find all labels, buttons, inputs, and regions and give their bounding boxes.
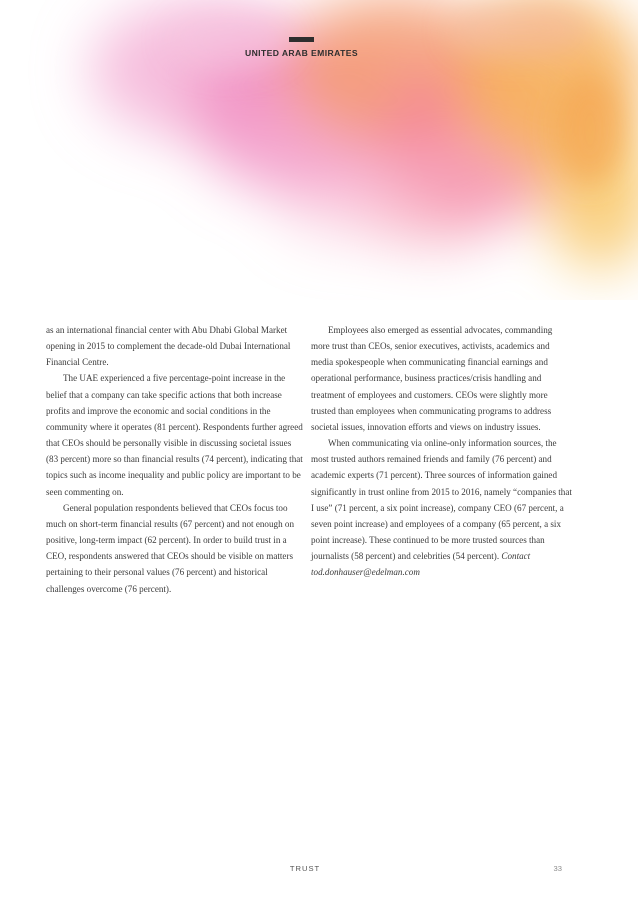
paragraph: General population respondents believed that CEOs focus too much on short-term financial results (67 percent) and not enough on positive, long-term impact (62 percent). In order to build trust in a CEO, respondents answered that CEOs should be visible on matters pertaining to their personal values (76 percent) and historical challenges overcome (76 percent). — [46, 502, 294, 594]
footer-label: TRUST — [289, 864, 321, 873]
paragraph: Employees also emerged as essential advocates, commanding more trust than CEOs, senior executives, activists, academics and media spokespeople when communicating financial earnings and operational performance, business practices/crisis handling and treatment of employees and customers. CEOs were slightly more trusted than employees when communicating programs to address societal issues, innovation efforts and views on industry issues. — [311, 325, 553, 432]
page-number: 33 — [553, 864, 562, 873]
watercolor-banner — [0, 0, 638, 300]
section-marker-bar — [289, 37, 314, 42]
paragraph: as an international financial center with Abu Dhabi Global Market opening in 2015 to complement the decade-old Dubai International Financial Centre. — [46, 325, 291, 368]
paragraph — [311, 435, 573, 580]
paragraph: The UAE experienced a five percentage-point increase in the belief that a company can take specific actions that both increase profits and improve the economic and social conditions in the community where it operates (81 percent). Respondents further agreed that CEOs should be personally visible in discussing societal issues (83 percent) more so than financial results (74 percent), indicating that topics such as income inequality and public policy are important to be seen commenting on. — [46, 373, 303, 497]
body-column-left — [46, 322, 303, 597]
paragraph-text: When communicating via online-only information sources, the most trusted authors remained friends and family (76 percent) and academic experts (71 percent). Three sources of information gained significantly in trust online from 2015 to 2016, namely “companies that I use” (71 percent, a six point increase), company CEO (67 percent, a seven point increase) and employees of a company (65 percent, a six point increase). These continued to be more trusted sources than journalists (58 percent) and celebrities (54 percent). — [311, 438, 572, 562]
body-column-right — [311, 322, 573, 581]
section-title: UNITED ARAB EMIRATES — [244, 48, 359, 58]
contact-line: Contact tod.donhauser@edelman.com — [311, 551, 531, 578]
